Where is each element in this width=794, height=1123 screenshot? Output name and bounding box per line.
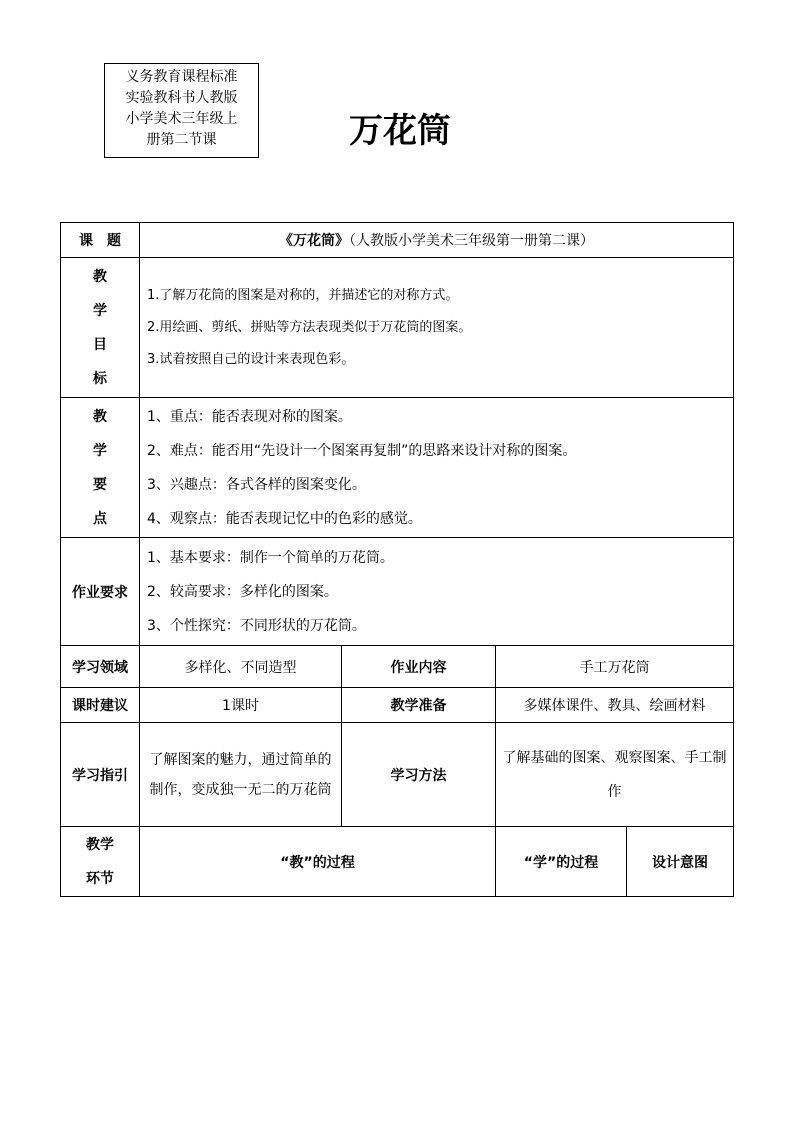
design-intent-header: 设计意图 (627, 827, 734, 897)
curriculum-line-4: 册第二节课 (146, 132, 217, 148)
homework-item: 1、基本要求：制作一个简单的万花筒。 (147, 549, 394, 566)
domain-value: 多样化、不同造型 (140, 646, 342, 688)
domain-label: 学习领域 (61, 646, 140, 688)
objectives-label-char: 学 (93, 302, 107, 319)
homework-label: 作业要求 (61, 538, 140, 646)
topic-row (61, 223, 734, 258)
homework-item: 2、较高要求：多样化的图案。 (147, 583, 338, 600)
homework-item: 3、个性探究：不同形状的万花筒。 (147, 617, 366, 634)
homework-content-label: 作业内容 (342, 646, 496, 688)
homework-content-value: 手工万花筒 (496, 646, 734, 688)
key-points-row (61, 398, 734, 538)
guide-label: 学习指引 (61, 723, 140, 827)
key-points-label-char: 要 (93, 476, 107, 493)
hours-value: 1课时 (140, 688, 342, 723)
curriculum-line-2: 实验教科书人教版 (125, 90, 238, 106)
process-label (61, 827, 140, 897)
objective-item: 3.试着按照自己的设计来表现色彩。 (147, 351, 355, 367)
key-points-label-char: 点 (93, 510, 107, 527)
guide-row (61, 723, 734, 827)
topic-book-info: （人教版小学美术三年级第一册第二课） (349, 233, 594, 249)
key-point-item: 3、兴趣点：各式各样的图案变化。 (147, 476, 366, 493)
preparation-label: 教学准备 (342, 688, 496, 723)
process-row (61, 827, 734, 897)
objectives-row (61, 258, 734, 398)
key-point-item: 2、难点：能否用“先设计一个图案再复制”的思路来设计对称的图案。 (147, 442, 577, 459)
key-points-content (140, 398, 734, 538)
key-points-label (61, 398, 140, 538)
objective-item: 2.用绘画、剪纸、拼贴等方法表现类似于万花筒的图案。 (147, 319, 472, 335)
homework-row (61, 538, 734, 646)
guide-value: 了解图案的魅力，通过简单的制作，变成独一无二的万花筒 (140, 723, 342, 827)
objectives-label-char: 标 (93, 370, 107, 387)
document-title: 万花筒 (349, 111, 451, 151)
lesson-plan-table (60, 222, 734, 897)
method-value: 了解基础的图案、观察图案、手工制作 (496, 723, 734, 827)
objectives-label-char: 教 (93, 268, 107, 285)
key-point-item: 1、重点：能否表现对称的图案。 (147, 408, 352, 425)
learn-process-header: “学”的过程 (496, 827, 627, 897)
key-point-item: 4、观察点：能否表现记忆中的色彩的感觉。 (147, 510, 422, 527)
key-points-label-char: 学 (93, 442, 107, 459)
curriculum-line-3: 小学美术三年级上 (125, 111, 238, 127)
curriculum-line-1: 义务教育课程标准 (125, 69, 238, 85)
hours-label: 课时建议 (61, 688, 140, 723)
method-label: 学习方法 (342, 723, 496, 827)
topic-value (140, 223, 734, 258)
hours-row (61, 688, 734, 723)
preparation-value: 多媒体课件、教具、绘画材料 (496, 688, 734, 723)
objectives-label-char: 目 (93, 336, 107, 353)
process-label-line: 环节 (86, 870, 114, 887)
objective-item: 1.了解万花筒的图案是对称的，并描述它的对称方式。 (147, 287, 459, 303)
key-points-label-char: 教 (93, 408, 107, 425)
process-label-line: 教学 (86, 836, 114, 853)
teach-process-header: “教”的过程 (140, 827, 496, 897)
curriculum-info-box (104, 63, 259, 158)
objectives-content (140, 258, 734, 398)
domain-row (61, 646, 734, 688)
objectives-label (61, 258, 140, 398)
topic-book-title: 《万花筒》 (279, 233, 349, 249)
topic-label: 课 题 (61, 223, 140, 258)
homework-content (140, 538, 734, 646)
